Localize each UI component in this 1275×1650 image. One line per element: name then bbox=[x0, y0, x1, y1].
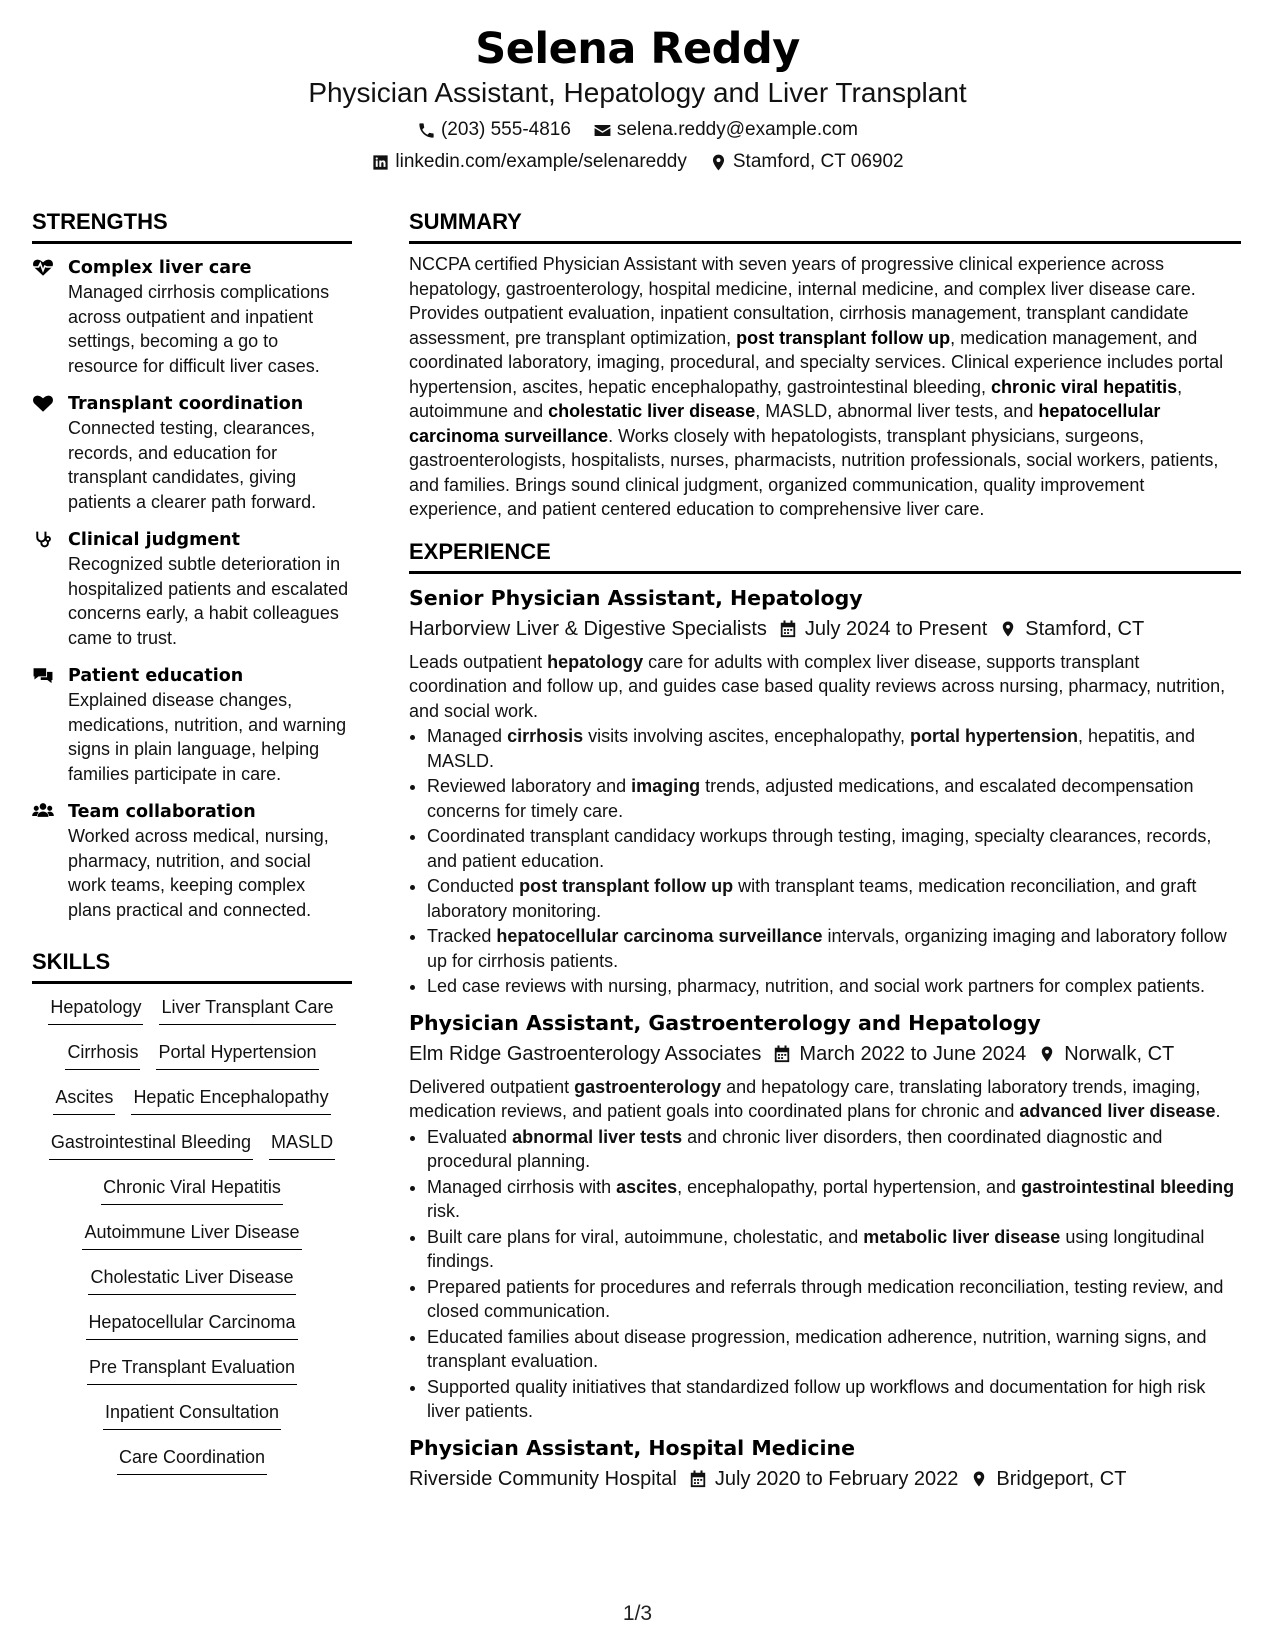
bold-keyword: post transplant follow up bbox=[519, 876, 734, 896]
right-column bbox=[409, 208, 1241, 1508]
job-location-text: Stamford, CT bbox=[1025, 617, 1145, 640]
strength-desc: Recognized subtle deterioration in hospitalized patients and escalated concerns early, a habit colleagues came to trust. bbox=[68, 554, 349, 648]
text-run: . Works closely with hepatologists, transplant physicians, surgeons, gastroenterologists, hospitalists, nurses, pharmacists, nutrition professionals, social workers, patients, and families. Brings sound clinical judgment, organized communication, quality improvement experience, and patient centered education to comprehensive liver care. bbox=[409, 425, 1219, 519]
heartbeat-icon bbox=[32, 256, 56, 378]
text-run: Prepared patients for procedures and referrals through medication reconciliation, testing review, and closed communication. bbox=[427, 1276, 1224, 1321]
calendar-icon bbox=[779, 619, 797, 639]
skill-row bbox=[32, 1041, 352, 1070]
skill-tag: Liver Transplant Care bbox=[159, 996, 335, 1025]
strength-desc: Managed cirrhosis complications across outpatient and inpatient settings, becoming a go to resource for difficult liver cases. bbox=[68, 282, 330, 376]
job-bullet bbox=[427, 874, 1241, 923]
comments-icon bbox=[32, 664, 56, 786]
summary-heading: SUMMARY bbox=[409, 208, 1241, 244]
job-bullet bbox=[427, 924, 1241, 973]
calendar-icon bbox=[773, 1044, 791, 1064]
skill-row bbox=[32, 1446, 352, 1475]
job-bullet bbox=[427, 1125, 1241, 1174]
job-meta bbox=[409, 614, 1241, 644]
text-run: Educated families about disease progression, medication adherence, nutrition, warning signs, and transplant evaluation. bbox=[427, 1326, 1207, 1371]
text-run: , autoimmune and bbox=[409, 376, 1183, 421]
bold-keyword: chronic viral hepatitis bbox=[991, 376, 1178, 397]
job-location bbox=[970, 1464, 1126, 1494]
text-run: , MASLD, abnormal liver tests, and bbox=[755, 401, 1039, 421]
skill-row bbox=[32, 1131, 352, 1160]
text-run: Evaluated bbox=[427, 1126, 513, 1147]
email-text[interactable]: selena.reddy@example.com bbox=[616, 119, 858, 140]
strengths-list bbox=[32, 256, 352, 922]
bold-keyword: gastroenterology bbox=[574, 1076, 722, 1097]
contact-row-2 bbox=[0, 150, 1275, 174]
map-marker-icon bbox=[1038, 1044, 1056, 1064]
job-dates-text: July 2024 to Present bbox=[804, 617, 988, 640]
strength-body bbox=[68, 800, 352, 922]
skills-heading: SKILLS bbox=[32, 948, 352, 984]
job-location-text: Norwalk, CT bbox=[1064, 1042, 1175, 1065]
job-title: Senior Physician Assistant, Hepatology bbox=[409, 585, 863, 610]
job-title: Physician Assistant, Hospital Medicine bbox=[409, 1435, 856, 1460]
text-run: Led case reviews with nursing, pharmacy, nutrition, and social work partners for complex patients. bbox=[427, 976, 1206, 996]
text-run: . bbox=[1215, 1101, 1221, 1121]
text-run: , hepatitis, and MASLD. bbox=[427, 726, 1196, 771]
bold-keyword: portal hypertension bbox=[909, 726, 1078, 746]
stethoscope-icon bbox=[32, 528, 56, 650]
contact-row-1 bbox=[0, 118, 1275, 142]
skill-tag: Gastrointestinal Bleeding bbox=[49, 1131, 253, 1160]
skill-tag: Cholestatic Liver Disease bbox=[88, 1266, 295, 1295]
text-run: care for adults with complex liver disease, supports transplant coordination and follow up, and guides case based quality reviews across nursing, pharmacy, nutrition, and social work. bbox=[409, 651, 1226, 721]
text-run: risk. bbox=[427, 1201, 460, 1221]
strength-body bbox=[68, 392, 352, 514]
job-location-text: Bridgeport, CT bbox=[996, 1467, 1127, 1490]
job-description bbox=[409, 650, 1241, 724]
job-bullet bbox=[427, 724, 1241, 773]
strength-item bbox=[32, 256, 352, 378]
job-bullet bbox=[427, 974, 1241, 999]
heart-icon bbox=[32, 392, 56, 514]
job-dates bbox=[779, 614, 987, 644]
text-run: Managed bbox=[427, 726, 508, 746]
skill-tag: Chronic Viral Hepatitis bbox=[101, 1176, 283, 1205]
job-meta bbox=[409, 1039, 1241, 1069]
job-employer: Riverside Community Hospital bbox=[409, 1467, 677, 1490]
text-run: Delivered outpatient bbox=[409, 1076, 575, 1097]
job-description bbox=[409, 1075, 1241, 1124]
text-run: Managed cirrhosis with bbox=[427, 1176, 617, 1197]
contact-email[interactable] bbox=[593, 118, 858, 142]
skill-row bbox=[32, 1311, 352, 1340]
strength-title: Patient education bbox=[68, 666, 244, 686]
text-run: NCCPA certified Physician Assistant with seven years of progressive clinical experience across hepatology, gastroenterology, hospital medicine, internal medicine, and complex liver disease care. Provides outpatient evaluation, inpatient consultation, cirrhosis management, transplant candidate assessment, pre transplant optimization, bbox=[409, 254, 1196, 348]
text-run: with transplant teams, medication reconciliation, and graft laboratory monitoring. bbox=[427, 876, 1197, 921]
strength-title: Complex liver care bbox=[68, 258, 252, 278]
job-entry bbox=[409, 1434, 1241, 1494]
strength-item bbox=[32, 664, 352, 786]
text-run: Leads outpatient bbox=[409, 651, 548, 672]
job-bullet bbox=[427, 1325, 1241, 1374]
jobs-list bbox=[409, 584, 1241, 1494]
left-column bbox=[32, 208, 352, 1491]
job-dates bbox=[689, 1464, 959, 1494]
experience-heading: EXPERIENCE bbox=[409, 538, 1241, 574]
strength-body bbox=[68, 664, 352, 786]
text-run: intervals, organizing imaging and laboratory follow up for cirrhosis patients. bbox=[427, 926, 1227, 971]
skill-tag: Ascites bbox=[53, 1086, 115, 1115]
summary-section bbox=[409, 208, 1241, 522]
skill-tag: Hepatology bbox=[48, 996, 143, 1025]
job-location bbox=[1038, 1039, 1174, 1069]
strength-item bbox=[32, 392, 352, 514]
job-bullet bbox=[427, 1225, 1241, 1274]
bold-keyword: ascites bbox=[616, 1176, 678, 1197]
bold-keyword: gastrointestinal bleeding bbox=[1021, 1176, 1235, 1197]
strengths-section bbox=[32, 208, 352, 922]
summary-text bbox=[409, 252, 1241, 522]
contact-location bbox=[709, 150, 904, 174]
skill-tag: Inpatient Consultation bbox=[103, 1401, 281, 1430]
skill-tag: Hepatocellular Carcinoma bbox=[86, 1311, 297, 1340]
skill-tag: Hepatic Encephalopathy bbox=[131, 1086, 330, 1115]
bold-keyword: post transplant follow up bbox=[736, 327, 951, 348]
job-bullet bbox=[427, 774, 1241, 823]
text-run: using longitudinal findings. bbox=[427, 1226, 1205, 1271]
job-bullet bbox=[427, 1275, 1241, 1324]
map-marker-icon bbox=[709, 153, 728, 172]
bold-keyword: imaging bbox=[631, 776, 701, 796]
strength-title: Clinical judgment bbox=[68, 530, 241, 550]
phone-icon bbox=[417, 121, 436, 140]
skill-row bbox=[32, 996, 352, 1025]
skill-tag: Pre Transplant Evaluation bbox=[87, 1356, 297, 1385]
text-run: Tracked bbox=[427, 926, 497, 946]
linkedin-text[interactable]: linkedin.com/example/selenareddy bbox=[395, 151, 687, 172]
strength-title: Transplant coordination bbox=[68, 394, 304, 414]
experience-section bbox=[409, 538, 1241, 1494]
skill-tag: Cirrhosis bbox=[65, 1041, 140, 1070]
envelope-icon bbox=[593, 121, 612, 140]
contact-linkedin[interactable] bbox=[371, 150, 687, 174]
text-run: , medication management, and coordinated laboratory, imaging, procedural, and specialty services. Clinical experience includes portal hypertension, ascites, hepatic encephalopathy, gastrointestinal bleeding, bbox=[409, 327, 1224, 397]
job-dates-text: July 2020 to February 2022 bbox=[714, 1467, 959, 1490]
job-bullets bbox=[409, 1125, 1241, 1424]
text-run: and hepatology care, translating laboratory trends, imaging, medication reviews, and patient goals into coordinated plans for chronic and bbox=[409, 1076, 1201, 1121]
text-run: Conducted bbox=[427, 876, 520, 896]
bold-keyword: hepatocellular carcinoma surveillance bbox=[496, 926, 823, 946]
linkedin-icon bbox=[371, 153, 390, 172]
bold-keyword: metabolic liver disease bbox=[863, 1226, 1061, 1247]
text-run: Supported quality initiatives that standardized follow up workflows and documentation for high risk liver patients. bbox=[427, 1376, 1206, 1421]
skills-list bbox=[32, 996, 352, 1475]
job-location bbox=[999, 614, 1144, 644]
phone-text: (203) 555-4816 bbox=[440, 119, 571, 140]
users-icon bbox=[32, 800, 56, 922]
job-entry bbox=[409, 1009, 1241, 1424]
bold-keyword: hepatology bbox=[547, 651, 644, 672]
job-dates-text: March 2022 to June 2024 bbox=[799, 1042, 1027, 1065]
strength-item bbox=[32, 528, 352, 650]
skill-tag: Care Coordination bbox=[117, 1446, 267, 1475]
text-run: Coordinated transplant candidacy workups through testing, imaging, specialty clearances, records, and patient education. bbox=[427, 826, 1212, 871]
map-marker-icon bbox=[999, 619, 1017, 639]
candidate-title: Physician Assistant, Hepatology and Liver Transplant bbox=[308, 77, 967, 108]
strength-desc: Connected testing, clearances, records, and education for transplant candidates, giving patients a clearer path forward. bbox=[68, 418, 317, 512]
strength-desc: Worked across medical, nursing, pharmacy, nutrition, and social work teams, keeping complex plans practical and connected. bbox=[68, 826, 329, 920]
job-entry bbox=[409, 584, 1241, 999]
bold-keyword: cirrhosis bbox=[507, 726, 584, 746]
calendar-icon bbox=[689, 1469, 707, 1489]
skill-row bbox=[32, 1221, 352, 1250]
strength-body bbox=[68, 256, 352, 378]
strengths-heading: STRENGTHS bbox=[32, 208, 352, 244]
job-employer: Elm Ridge Gastroenterology Associates bbox=[409, 1042, 762, 1065]
strength-desc: Explained disease changes, medications, nutrition, and warning signs in plain language, helping families participate in care. bbox=[68, 690, 347, 784]
job-bullet bbox=[427, 1175, 1241, 1224]
bold-keyword: hepatocellular carcinoma surveillance bbox=[409, 401, 1161, 446]
text-run: trends, adjusted medications, and escalated decompensation concerns for timely care. bbox=[427, 776, 1194, 821]
job-meta bbox=[409, 1464, 1241, 1494]
job-title: Physician Assistant, Gastroenterology and Hepatology bbox=[409, 1010, 1041, 1035]
skill-row bbox=[32, 1401, 352, 1430]
skill-row bbox=[32, 1356, 352, 1385]
text-run: visits involving ascites, encephalopathy, bbox=[583, 726, 910, 746]
bold-keyword: cholestatic liver disease bbox=[548, 401, 756, 421]
bold-keyword: abnormal liver tests bbox=[512, 1126, 683, 1147]
contact-phone bbox=[417, 118, 571, 142]
job-bullet bbox=[427, 1375, 1241, 1424]
skill-tag: Portal Hypertension bbox=[156, 1041, 318, 1070]
map-marker-icon bbox=[970, 1469, 988, 1489]
bold-keyword: advanced liver disease bbox=[1019, 1101, 1216, 1121]
text-run: , encephalopathy, portal hypertension, and bbox=[677, 1176, 1022, 1197]
skill-tag: Autoimmune Liver Disease bbox=[82, 1221, 301, 1250]
strength-body bbox=[68, 528, 352, 650]
skills-section bbox=[32, 948, 352, 1475]
job-employer: Harborview Liver & Digestive Specialists bbox=[409, 617, 767, 640]
page-number: 1/3 bbox=[622, 1602, 653, 1625]
job-bullets bbox=[409, 724, 1241, 999]
job-bullet bbox=[427, 824, 1241, 873]
skill-row bbox=[32, 1176, 352, 1205]
resume-header bbox=[0, 22, 1275, 174]
text-run: Reviewed laboratory and bbox=[427, 776, 632, 796]
text-run: and chronic liver disorders, then coordinated diagnostic and procedural planning. bbox=[427, 1126, 1163, 1171]
location-text: Stamford, CT 06902 bbox=[732, 151, 904, 172]
text-run: Built care plans for viral, autoimmune, cholestatic, and bbox=[427, 1226, 864, 1247]
job-dates bbox=[773, 1039, 1026, 1069]
candidate-name: Selena Reddy bbox=[475, 24, 800, 74]
strength-item bbox=[32, 800, 352, 922]
skill-tag: MASLD bbox=[269, 1131, 335, 1160]
strength-title: Team collaboration bbox=[68, 802, 256, 822]
skill-row bbox=[32, 1266, 352, 1295]
skill-row bbox=[32, 1086, 352, 1115]
